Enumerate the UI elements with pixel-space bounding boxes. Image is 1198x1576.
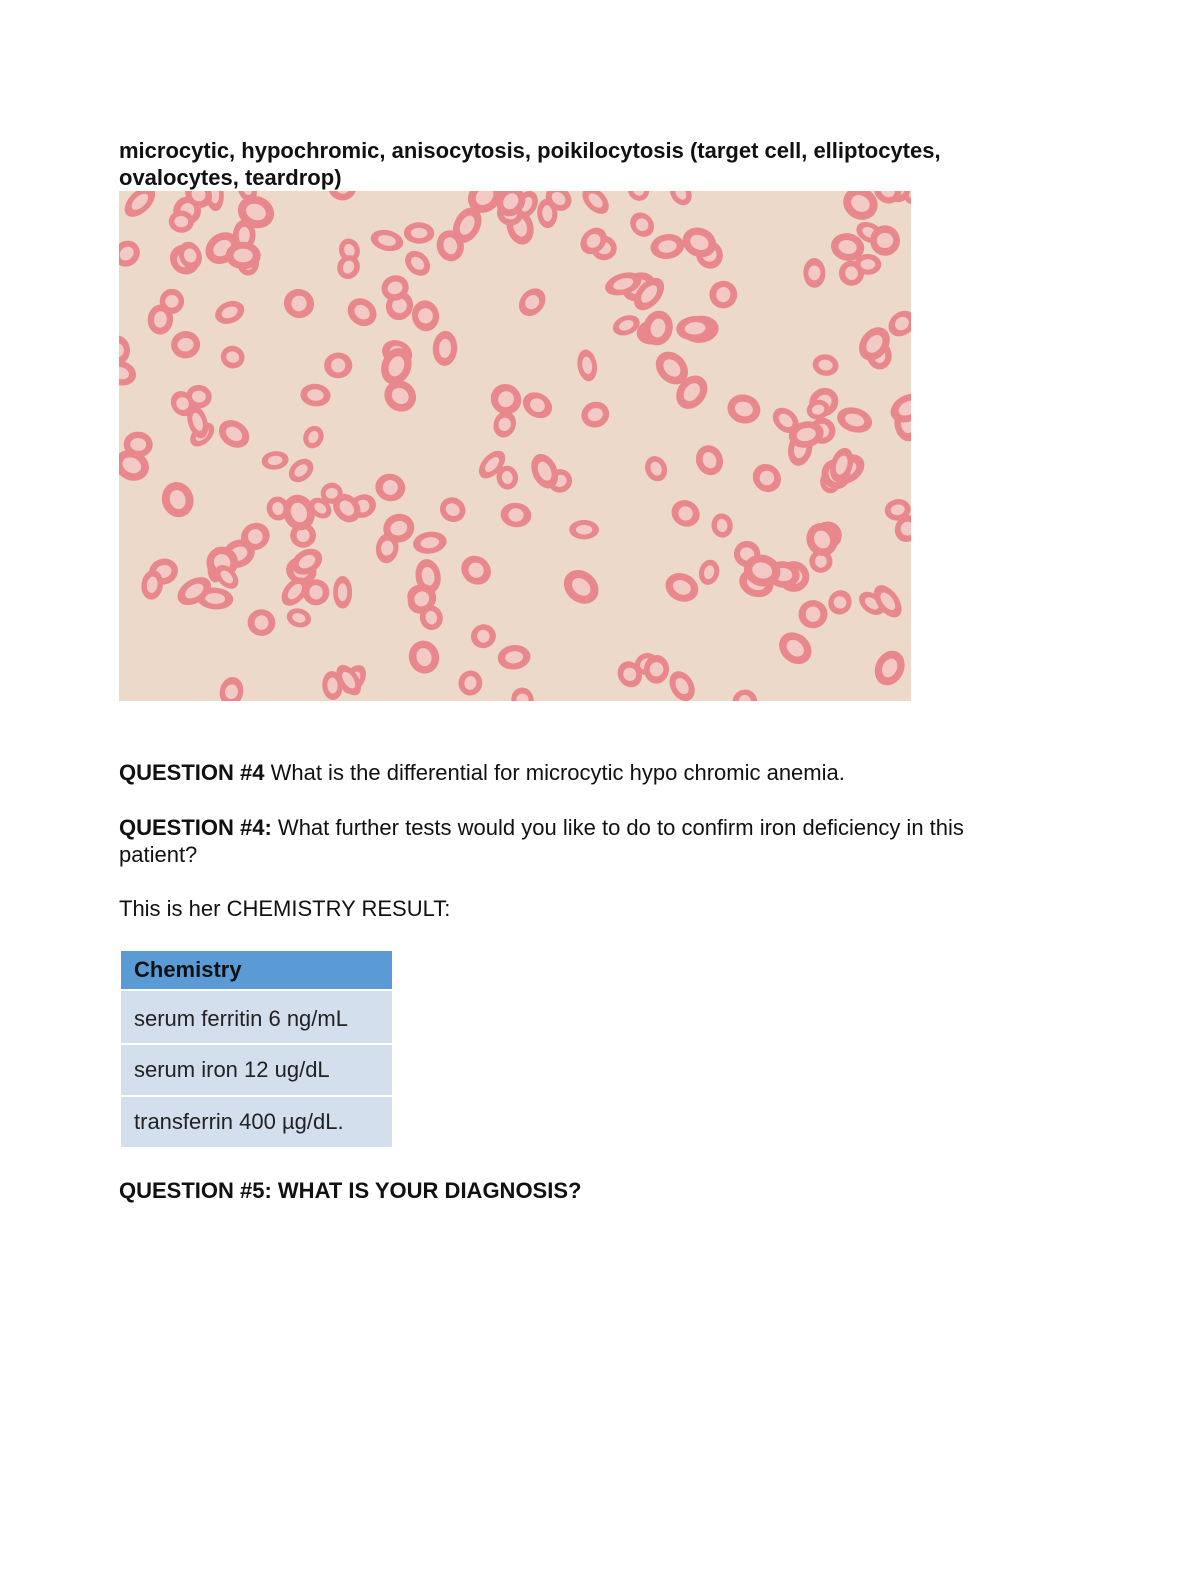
red-blood-cell	[410, 298, 442, 333]
chemistry-table	[119, 949, 394, 1149]
red-blood-cell	[322, 191, 361, 206]
table-row	[121, 1045, 392, 1095]
red-blood-cell	[577, 191, 613, 219]
red-blood-cell	[378, 374, 422, 418]
red-blood-cell	[432, 330, 458, 366]
red-blood-cell	[773, 626, 818, 671]
smear-description-heading: microcytic, hypochromic, anisocytosis, poikilocytosis (target cell, elliptocytes, ovalocytes, teardrop)	[119, 138, 941, 190]
red-blood-cell	[667, 495, 705, 532]
red-blood-cell	[569, 520, 599, 539]
red-blood-cell	[218, 343, 248, 372]
red-blood-cell	[557, 563, 605, 611]
red-blood-cell	[300, 422, 328, 451]
table-row	[121, 991, 392, 1043]
red-blood-cell	[869, 646, 910, 690]
red-blood-cell	[342, 293, 382, 332]
red-blood-cell	[119, 191, 160, 222]
question-4-differential	[119, 759, 1019, 786]
red-blood-cell	[119, 335, 131, 366]
chemistry-row-ferritin: serum ferritin 6 ng/mL	[121, 991, 392, 1043]
red-blood-cell	[455, 550, 496, 591]
red-blood-cell	[261, 450, 290, 472]
red-blood-cell	[158, 478, 198, 521]
red-blood-cell	[664, 667, 699, 701]
red-blood-cell	[457, 669, 484, 697]
red-blood-cell	[624, 191, 654, 205]
red-blood-cell	[373, 471, 408, 504]
red-blood-cell	[217, 675, 246, 701]
red-blood-cell	[747, 458, 787, 498]
blood-smear-image	[119, 191, 911, 701]
question-4-label: QUESTION #4	[119, 760, 265, 785]
red-blood-cell	[710, 512, 735, 539]
red-blood-cell	[212, 297, 248, 328]
red-blood-cell	[284, 454, 318, 487]
red-blood-cell	[518, 387, 556, 423]
question-4b-text: What further tests would you like to do to confirm iron deficiency in this patient?	[119, 815, 964, 867]
red-blood-cell	[649, 232, 686, 261]
red-blood-cell	[485, 378, 528, 421]
chemistry-row-iron: serum iron 12 ug/dL	[121, 1045, 392, 1095]
question-4-further-tests	[119, 814, 1019, 868]
red-blood-cell	[285, 606, 314, 630]
red-blood-cell	[404, 222, 435, 244]
red-blood-cell	[803, 258, 826, 288]
red-blood-cell	[214, 414, 255, 453]
red-blood-cell	[578, 398, 612, 431]
question-4b-label: QUESTION #4:	[119, 815, 272, 840]
red-blood-cell	[513, 283, 550, 321]
red-blood-cell	[509, 685, 536, 701]
red-blood-cell	[666, 191, 696, 209]
red-blood-cell	[707, 278, 740, 310]
red-blood-cell	[369, 227, 406, 254]
chemistry-intro: This is her CHEMISTRY RESULT:	[119, 896, 451, 921]
red-blood-cell	[724, 391, 764, 427]
red-blood-cell	[333, 576, 352, 609]
red-blood-cell	[692, 441, 728, 479]
red-blood-cell	[468, 621, 498, 650]
red-blood-cell	[170, 329, 202, 360]
red-blood-cell	[412, 530, 449, 556]
question-5-diagnosis: QUESTION #5: WHAT IS YOUR DIAGNOSIS?	[119, 1178, 582, 1203]
red-blood-cell	[625, 208, 659, 242]
question-4-text: What is the differential for microcytic hypo chromic anemia.	[264, 760, 845, 785]
red-blood-cell	[499, 501, 532, 528]
red-blood-cell	[824, 586, 856, 619]
blood-smear-drawing	[119, 191, 911, 701]
red-blood-cell	[696, 557, 722, 587]
red-blood-cell	[801, 518, 844, 562]
red-blood-cell	[731, 687, 760, 701]
red-blood-cell	[575, 348, 599, 383]
red-blood-cell	[324, 352, 353, 378]
red-blood-cell	[811, 352, 840, 377]
red-blood-cell	[405, 637, 443, 677]
red-blood-cell	[333, 251, 364, 282]
red-blood-cell	[435, 493, 470, 527]
red-blood-cell	[400, 246, 435, 281]
table-row	[121, 1097, 392, 1147]
red-blood-cell	[299, 383, 331, 408]
chemistry-table-header: Chemistry	[121, 951, 392, 989]
red-blood-cell	[661, 568, 703, 607]
red-blood-cell	[641, 453, 671, 485]
red-blood-cell	[119, 235, 145, 272]
red-blood-cell	[246, 608, 277, 638]
chemistry-row-transferrin: transferrin 400 µg/dL.	[121, 1097, 392, 1147]
red-blood-cell	[834, 403, 875, 436]
red-blood-cell	[497, 643, 532, 671]
red-blood-cell	[797, 598, 829, 630]
red-blood-cell	[280, 285, 318, 322]
